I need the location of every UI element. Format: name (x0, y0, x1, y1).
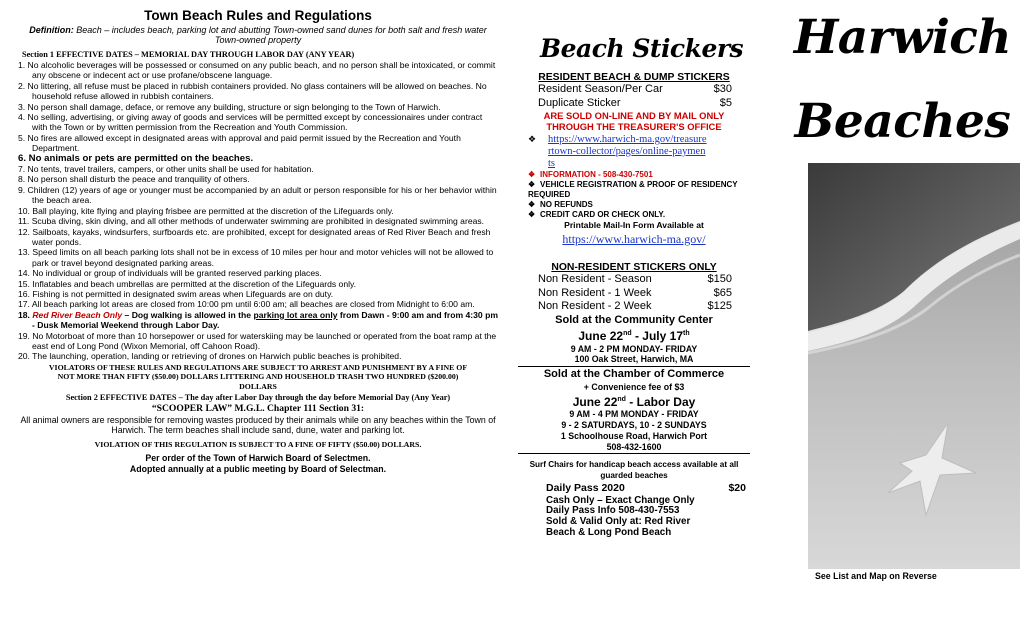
divider (518, 366, 750, 367)
bullet-icon: ❖ (528, 170, 536, 179)
ch-address: 1 Schoolhouse Road, Harwich Port (560, 430, 708, 441)
nonresident-header: NON-RESIDENT STICKERS ONLY (551, 262, 717, 273)
community-center: Sold at the Community Center (555, 313, 713, 326)
ch-dates: June 22nd - Labor Day (572, 394, 696, 409)
no-refunds-line: ❖ NO REFUNDS (528, 200, 593, 209)
rule-item: 11. Scuba diving, skin diving, and all other methods of underwater swimming are prohibited in designated swimming areas. (18, 216, 485, 227)
price-row: Resident Season/Per Car $30 (538, 83, 732, 95)
vehicle-line: ❖ VEHICLE REGISTRATION & PROOF OF RESIDENCY REQUIRED (528, 180, 738, 199)
price-row: Duplicate Sticker $5 (538, 96, 732, 109)
ch-phone: 508-432-1600 (606, 441, 662, 452)
resident-header: RESIDENT BEACH & DUMP STICKERS (538, 72, 730, 83)
rule-item: 20. The launching, operation, landing or retrieving of drones on Harwich public beaches is prohibited. (18, 351, 402, 362)
rule-item: 12. Sailboats, kayaks, windsurfers, surfboards etc. are prohibited, except for designated areas of Red River Beach and fresh water ponds. (18, 226, 491, 247)
ch-hours-1: 9 AM - 4 PM MONDAY - FRIDAY (569, 409, 699, 420)
sold-online-notice: ARE SOLD ON-LINE AND BY MAIL ONLY THROUGH THE TREASURER'S OFFICE (543, 110, 725, 132)
rule-item: 14. No individual or group of individuals will be granted reserved parking places. (18, 268, 322, 279)
animal-owners-text: All animal owners are responsible for removing wastes produced by their animals while on any beaches within the Town of Harwich. The term beaches shall include sand, dune, water and parking lot. (20, 414, 496, 436)
divider (518, 453, 750, 454)
scooper-law: “SCOOPER LAW” M.G.L. Chapter 111 Section 31: (151, 402, 365, 414)
mail-form-note: Printable Mail-In Form Available at (564, 220, 704, 230)
red-river-beach: Red River Beach Only (32, 309, 123, 320)
rule-item: 3. No person shall damage, deface, or remove any building, structure or sign belonging to the Town of Harwich. (18, 101, 441, 112)
rule-item: 17. All beach parking lot areas are closed from 10:00 pm until 6:00 am; all beaches are closed from Midnight to 6:00 am. (18, 299, 475, 310)
price-row: Non Resident - Season $150 (538, 273, 732, 285)
surf-chairs: Surf Chairs for handicap beach access available at all guarded beaches (529, 460, 739, 481)
rule-item: 1. No alcoholic beverages will be possessed or consumed on any public beach, and no person shall be intoxicated, or commit any obscene or indecent act or use profane/obscene language. (18, 60, 496, 81)
sold-valid-1: Sold & Valid Only at: Red River (546, 516, 691, 528)
link2-row (518, 230, 750, 248)
chamber: Sold at the Chamber of Commerce (543, 368, 725, 381)
daily-info: Daily Pass Info 508-430-7553 (546, 505, 680, 517)
rule-item: 15. Inflatables and beach umbrellas are permitted at the discretion of the Lifeguards only. (18, 278, 357, 289)
beaches-title: Beaches (794, 94, 1011, 149)
rule-item: 8. No person shall disturb the peace and tranquility of others. (18, 174, 250, 185)
parking-lot-only: parking lot area only (253, 309, 338, 320)
convenience-fee: + Convenience fee of $3 (583, 381, 685, 392)
rule-item: 19. No Motorboat of more than 10 horsepower or used for waterskiing may be launched or operated from the boat ramp at the east end of Long Pond (Wixon Memorial, off Cahoon Road). (18, 330, 497, 351)
rule-item: 10. Ball playing, kite flying and playing frisbee are permitted at the discretion of the Lifeguards only. (18, 205, 394, 216)
bullet-icon: ❖ (528, 134, 537, 144)
rule-item: 9. Children (12) years of age or younger must be accompanied by an adult or person responsible for his or her behavior within the beach area. (18, 184, 497, 206)
harwich-title: Harwich (793, 10, 1012, 65)
rule-item: 5. No fires are allowed except in designated areas with approval and paid permit issued by the Recreation and Youth Department. (18, 132, 461, 154)
section-1-heading: Section 1 EFFECTIVE DATES – MEMORIAL DAY THROUGH LABOR DAY (ANY YEAR) (22, 50, 355, 59)
violators-warning: VIOLATORS OF THESE RULES AND REGULATIONS ARE SUBJECT TO ARREST AND PUNISHMENT BY A FINE OF NOT MORE THAN FIFTY ($50.00) DOLLARS LITTERING AND HOUSEHOLD TRASH TWO HUNDRED ($200.00) DOLLARS (48, 362, 468, 391)
cash-only: Cash Only – Exact Change Only (546, 494, 695, 506)
daily-pass-row: Daily Pass 2020 $20 (546, 482, 746, 495)
definition (18, 25, 498, 45)
order-line-2: Adopted annually at a public meeting by Board of Selectman. (129, 464, 387, 475)
harwich-website-link[interactable]: https://www.harwich-ma.gov/ (562, 232, 706, 246)
rule-item: 16. Fishing is not permitted in designated swim areas when Lifeguards are on duty. (18, 288, 334, 299)
link-row (518, 134, 750, 170)
beach-starfish-photo (808, 163, 1020, 569)
rule-item: 7. No tents, travel trailers, campers, or other units shall be used for habitation. (18, 164, 314, 175)
rule-item: 2. No littering, all refuse must be placed in rubbish containers provided. No glass containers will be allowed on beaches. No household refuse allowed in rubbish containers. (18, 80, 487, 102)
bullet-icon: ❖ (528, 210, 536, 219)
price-row: Non Resident - 2 Week $125 (538, 300, 732, 312)
rules-title: Town Beach Rules and Regulations (144, 8, 372, 23)
credit-line: ❖ CREDIT CARD OR CHECK ONLY. (528, 210, 666, 219)
bullet-icon: ❖ (528, 200, 536, 209)
definition-text: Beach – includes beach, parking lot and abutting Town-owned sand dunes for both salt and fresh water Town-owned property (76, 25, 487, 45)
rule-item: 6. No animals or pets are permitted on the beaches. (18, 152, 254, 164)
violation-fine: VIOLATION OF THIS REGULATION IS SUBJECT TO A FINE OF FIFTY ($50.00) DOLLARS. (94, 440, 422, 450)
rule-item: 13. Speed limits on all beach parking lots shall not be in excess of 10 miles per hour and motor vehicles will not be allowed to park or travel beyond designated parking areas. (18, 247, 494, 268)
stickers-column (518, 72, 750, 539)
order-line-1: Per order of the Town of Harwich Board of Selectmen. (145, 453, 371, 464)
section-2-heading: Section 2 EFFECTIVE DATES – The day after Labor Day through the day before Memorial Day (Any Year) (65, 392, 451, 402)
cc-address: 100 Oak Street, Harwich, MA (574, 354, 694, 365)
ch-hours-2: 9 - 2 SATURDAYS, 10 - 2 SUNDAYS (561, 420, 707, 431)
cover-column (790, 10, 1015, 150)
see-reverse-note: See List and Map on Reverse (815, 571, 937, 581)
rule-item-18: 18. Red River Beach Only – Dog walking is allowed in the parking lot area only from Dawn - 9:00 am and from 4:30 pm - Dusk Memorial Weekend through Labor Day. (18, 309, 498, 331)
online-payments-link[interactable]: https://www.harwich-ma.gov/treasurertown-collector/pages/online-payments (548, 134, 707, 169)
definition-label: Definition: (29, 25, 74, 35)
beach-stickers-title: Beach Stickers (540, 34, 744, 63)
price-row: Non Resident - 1 Week $65 (538, 286, 732, 299)
rules-list (18, 60, 498, 362)
rule-item: 4. No selling, advertising, or giving away of goods and services will be permitted except by concessionaires under contract with the Town or by written permission from the Recreation and Youth Commission. (18, 112, 483, 133)
cc-dates: June 22nd - July 17th (578, 329, 690, 344)
sold-valid-2: Beach & Long Pond Beach (546, 526, 672, 538)
rules-column (18, 8, 498, 475)
cc-hours: 9 AM - 2 PM MONDAY- FRIDAY (570, 343, 698, 354)
bullet-icon: ❖ (528, 180, 536, 189)
info-line: ❖ INFORMATION - 508-430-7501 (528, 170, 653, 179)
